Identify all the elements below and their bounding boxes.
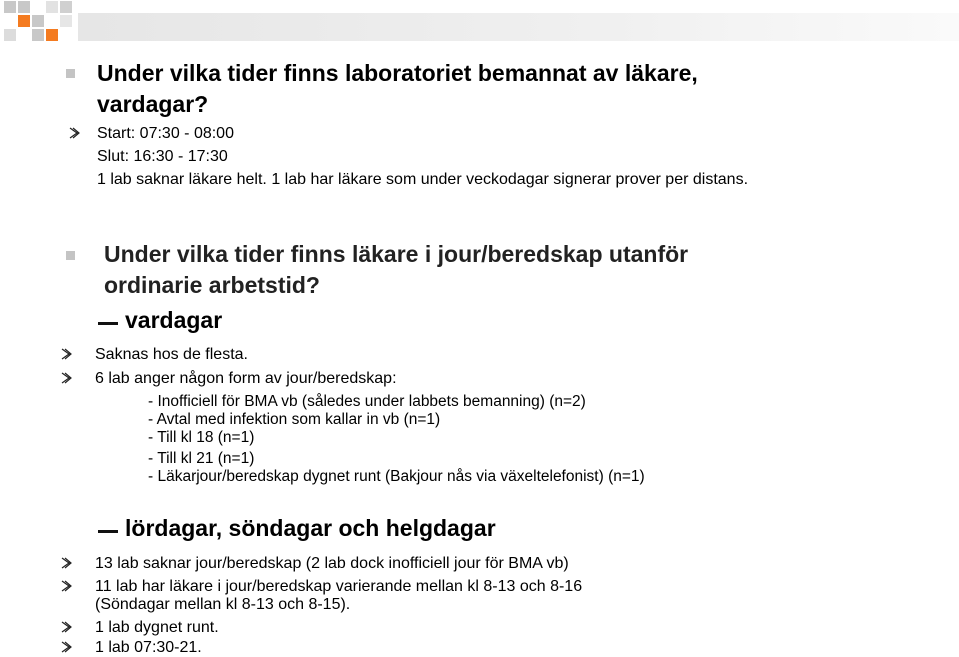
weekday-detail: - Inofficiell för BMA vb (således under labbets bemanning) (n=2) <box>148 393 586 410</box>
dash-bullet-icon <box>98 530 118 533</box>
arrow-bullet-icon <box>60 348 72 360</box>
subheading-weekends: lördagar, söndagar och helgdagar <box>125 515 496 541</box>
arrow-bullet-icon <box>60 372 72 384</box>
square-bullet-icon <box>66 251 75 260</box>
arrow-bullet-icon <box>68 127 80 139</box>
square-bullet-icon <box>66 69 75 78</box>
section2-heading-line2: ordinarie arbetstid? <box>104 272 320 298</box>
weekday-detail: - Till kl 21 (n=1) <box>148 450 255 467</box>
section1-heading-line1: Under vilka tider finns laboratoriet bemannat av läkare, <box>97 60 698 86</box>
weekday-detail: - Avtal med infektion som kallar in vb (n=1) <box>148 411 441 428</box>
arrow-bullet-icon <box>60 621 72 633</box>
header-bar <box>78 13 959 41</box>
corner-logo-squares <box>0 0 80 60</box>
weekend-item: 1 lab dygnet runt. <box>95 619 219 636</box>
weekend-item: 11 lab har läkare i jour/beredskap varierande mellan kl 8-13 och 8-16 <box>95 578 583 595</box>
weekday-item: Saknas hos de flesta. <box>95 346 248 363</box>
section1-item-note: 1 lab saknar läkare helt. 1 lab har läkare som under veckodagar signerar prover per distans. <box>97 171 749 188</box>
weekday-detail: - Till kl 18 (n=1) <box>148 429 255 446</box>
dash-bullet-icon <box>98 322 118 325</box>
section1-item-end: Slut: 16:30 - 17:30 <box>97 148 228 165</box>
section1-item-start: Start: 07:30 - 08:00 <box>97 125 234 142</box>
arrow-bullet-icon <box>60 580 72 592</box>
section2-heading-line1: Under vilka tider finns läkare i jour/beredskap utanför <box>104 241 689 267</box>
weekend-item: 1 lab 07:30-21. <box>95 639 202 656</box>
arrow-bullet-icon <box>60 641 72 653</box>
weekend-item: 13 lab saknar jour/beredskap (2 lab dock inofficiell jour för BMA vb) <box>95 555 569 572</box>
weekend-item-continuation: (Söndagar mellan kl 8-13 och 8-15). <box>95 596 351 613</box>
weekday-item: 6 lab anger någon form av jour/beredskap: <box>95 370 397 387</box>
weekday-detail: - Läkarjour/beredskap dygnet runt (Bakjour nås via växeltelefonist) (n=1) <box>148 468 645 485</box>
subheading-weekdays: vardagar <box>125 307 223 333</box>
section1-heading-line2: vardagar? <box>97 91 209 117</box>
arrow-bullet-icon <box>60 557 72 569</box>
